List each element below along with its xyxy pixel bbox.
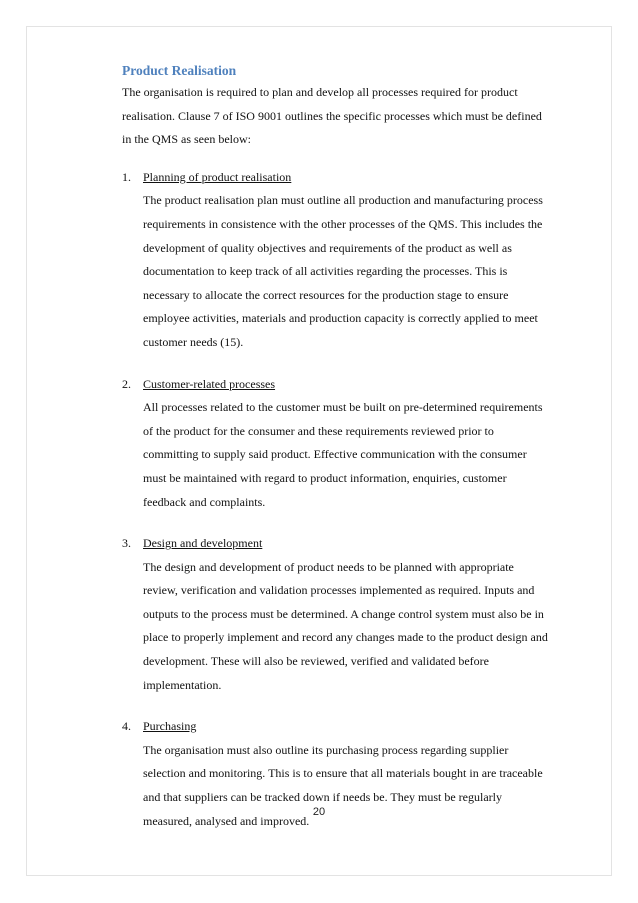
body-line: selection and monitoring. This is to ensure that all materials bought in are traceable bbox=[143, 766, 543, 781]
body-line: of the product for the consumer and these requirements reviewed prior to bbox=[143, 423, 494, 438]
item-body bbox=[143, 396, 562, 514]
item-number: 4. bbox=[122, 719, 131, 734]
body-line: The product realisation plan must outline all production and manufacturing process bbox=[143, 193, 543, 208]
list-item-customer bbox=[122, 373, 562, 515]
item-number: 1. bbox=[122, 169, 131, 184]
list-item-planning bbox=[122, 166, 562, 355]
body-line: The design and development of product needs to be planned with appropriate bbox=[143, 559, 514, 574]
body-line: development. These will also be reviewed, verified and validated before bbox=[143, 654, 489, 669]
intro-line: The organisation is required to plan and develop all processes required for product bbox=[122, 85, 518, 99]
body-line: feedback and complaints. bbox=[143, 494, 266, 509]
item-body bbox=[143, 739, 562, 833]
page-number: 20 bbox=[312, 806, 326, 818]
body-line: All processes related to the customer must be built on pre-determined requirements bbox=[143, 400, 543, 415]
item-title: Customer-related processes bbox=[143, 376, 276, 391]
item-title: Design and development bbox=[143, 536, 263, 551]
body-line: must be maintained with regard to product information, enquiries, customer bbox=[143, 470, 507, 485]
item-number: 2. bbox=[122, 376, 131, 391]
body-line: necessary to allocate the correct resources for the production stage to ensure bbox=[143, 287, 509, 302]
body-line: documentation to keep track of all activities regarding the processes. This is bbox=[143, 264, 508, 279]
body-line: employee activities, materials and production capacity is correctly applied to meet bbox=[143, 311, 538, 326]
item-number: 3. bbox=[122, 536, 131, 551]
intro-line: in the QMS as seen below: bbox=[122, 132, 251, 147]
body-line: review, verification and validation processes implemented as required. Inputs and bbox=[143, 583, 535, 598]
list-item-design bbox=[122, 532, 562, 697]
body-line: requirements in consistence with the other processes of the QMS. This includes the bbox=[143, 216, 543, 231]
body-line: place to properly implement and record any changes made to the product design and bbox=[143, 630, 548, 645]
item-title: Planning of product realisation bbox=[143, 169, 292, 184]
body-line: The organisation must also outline its purchasing process regarding supplier bbox=[143, 742, 509, 757]
intro-line: realisation. Clause 7 of ISO 9001 outlines the specific processes which must be defined bbox=[122, 108, 542, 123]
body-line: and that suppliers can be tracked down if needs be. They must be regularly bbox=[143, 790, 502, 805]
body-line: measured, analysed and improved. bbox=[143, 813, 310, 828]
document-body bbox=[122, 61, 562, 833]
body-line: implementation. bbox=[143, 677, 222, 692]
section-heading: Product Realisation bbox=[122, 63, 237, 78]
body-line: development of quality objectives and requirements of the product as well as bbox=[143, 240, 512, 255]
process-list bbox=[122, 166, 562, 833]
body-line: outputs to the process must be determined. A change control system must also be in bbox=[143, 606, 544, 621]
item-title: Purchasing bbox=[143, 719, 197, 734]
body-line: customer needs (15). bbox=[143, 334, 244, 349]
item-body bbox=[143, 556, 562, 698]
body-line: committing to supply said product. Effective communication with the consumer bbox=[143, 447, 527, 462]
intro-paragraph bbox=[122, 81, 562, 152]
item-body bbox=[143, 189, 562, 354]
